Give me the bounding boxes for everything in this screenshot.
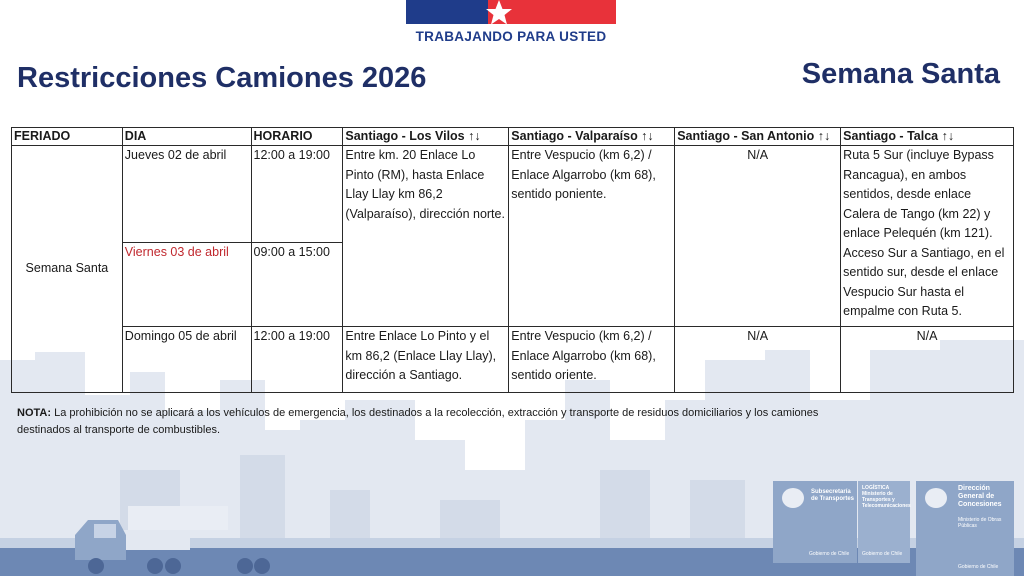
chile-crest-icon	[922, 485, 950, 511]
table-row	[12, 327, 1014, 393]
cell-san-antonio: N/A	[675, 146, 841, 327]
cell-dia: Domingo 05 de abril	[122, 327, 251, 393]
cell-dia: Viernes 03 de abril	[122, 243, 251, 327]
header-santiago-valparaiso: Santiago - Valparaíso ↑↓	[509, 128, 675, 146]
header-feriado: FERIADO	[12, 128, 123, 146]
institution-gov: Gobierno de Chile	[809, 551, 850, 557]
nota-label: NOTA:	[17, 407, 52, 419]
logo-direccion-concesiones	[916, 481, 1014, 576]
cell-horario: 12:00 a 19:00	[251, 146, 343, 243]
logo-slogan: TRABAJANDO PARA USTED	[415, 29, 607, 44]
cell-feriado: Semana Santa	[12, 146, 123, 393]
institution-name: Subsecretaría de Transportes	[811, 489, 855, 502]
nota-text	[17, 405, 837, 439]
institution-gov: Gobierno de Chile	[862, 551, 903, 557]
star-icon	[484, 0, 514, 28]
logo-subsecretaria-transportes	[773, 481, 857, 563]
government-logo	[406, 0, 616, 48]
cell-los-vilos: Entre Enlace Lo Pinto y el km 86,2 (Enlace Llay Llay), dirección a Santiago.	[343, 327, 509, 393]
page-subtitle: Semana Santa	[801, 58, 1000, 90]
restrictions-table	[11, 127, 1014, 393]
table-row	[12, 146, 1014, 243]
institution-name: Dirección General de Concesiones	[958, 485, 1002, 508]
cell-valparaiso: Entre Vespucio (km 6,2) / Enlace Algarrobo (km 68), sentido oriente.	[509, 327, 675, 393]
chile-crest-icon	[779, 485, 807, 511]
header-santiago-talca: Santiago - Talca ↑↓	[841, 128, 1014, 146]
cell-talca: N/A	[841, 327, 1014, 393]
table-header-row	[12, 128, 1014, 146]
cell-san-antonio: N/A	[675, 327, 841, 393]
cell-horario: 09:00 a 15:00	[251, 243, 343, 327]
cell-horario: 12:00 a 19:00	[251, 327, 343, 393]
institution-gov: Gobierno de Chile	[958, 564, 999, 570]
header-santiago-san-antonio: Santiago - San Antonio ↑↓	[675, 128, 841, 146]
nota-body: La prohibición no se aplicará a los vehículos de emergencia, los destinados a la recolección, extracción y transporte de residuos domiciliarios y los camiones destinados al transporte de combustibles.	[17, 407, 819, 436]
institution-name: LOGÍSTICA Ministerio de Transportes y Telecomunicaciones	[862, 485, 911, 509]
flag-blue-stripe	[406, 0, 488, 24]
cell-los-vilos: Entre km. 20 Enlace Lo Pinto (RM), hasta Enlace Llay Llay km 86,2 (Valparaíso), dirección norte.	[343, 146, 509, 327]
header-dia: DIA	[122, 128, 251, 146]
logo-logistica	[858, 481, 910, 563]
page-title: Restricciones Camiones 2026	[17, 62, 427, 94]
header-santiago-los-vilos: Santiago - Los Vilos ↑↓	[343, 128, 509, 146]
header-horario: HORARIO	[251, 128, 343, 146]
cell-valparaiso: Entre Vespucio (km 6,2) / Enlace Algarrobo (km 68), sentido poniente.	[509, 146, 675, 327]
cell-dia: Jueves 02 de abril	[122, 146, 251, 243]
institution-subname: Ministerio de Obras Públicas	[958, 517, 1002, 529]
cell-talca: Ruta 5 Sur (incluye Bypass Rancagua), en ambos sentidos, desde enlace Calera de Tango (km 22) y enlace Pelequén (km 121). Acceso Sur a Santiago, en el sentido sur, desde el enlace Vespucio Sur hasta el empalme con Ruta 5.	[841, 146, 1014, 327]
